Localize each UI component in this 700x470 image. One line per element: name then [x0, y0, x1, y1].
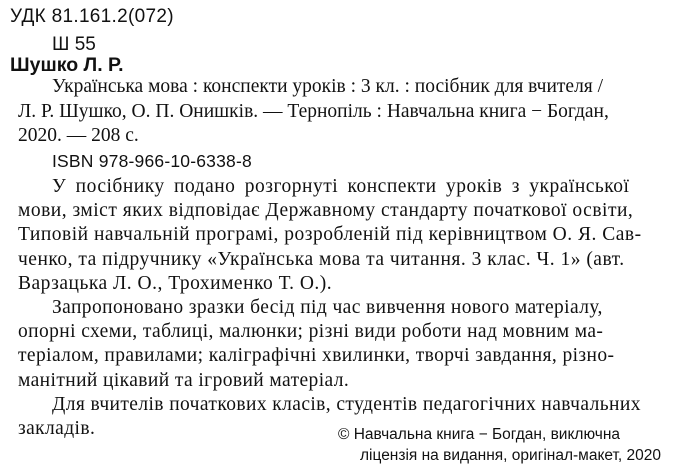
bibliographic-description	[18, 75, 692, 149]
annotation-line: теріалом, правилами; каліграфічні хвилинки, творчі завдання, різно-	[18, 345, 615, 367]
isbn-number: ISBN 978-966-10-6338-8	[52, 151, 252, 171]
annotation-line: закладів.	[18, 418, 96, 440]
annotation	[18, 175, 692, 441]
author-mark: Ш 55	[52, 34, 96, 55]
annotation-line: Запропоновано зразки бесід під час вивчення нового матеріалу,	[52, 297, 603, 319]
annotation-paragraph	[18, 175, 692, 296]
catalog-line: 2020. — 208 с.	[18, 125, 139, 146]
udk-code: УДК 81.161.2(072)	[10, 6, 174, 27]
annotation-line: мови, зміст яких відповідає Державному стандарту початкової освіти,	[18, 200, 634, 222]
author-heading: Шушко Л. Р.	[10, 54, 124, 76]
annotation-line: манітний цікавий та ігровий матеріал.	[18, 369, 350, 391]
annotation-line: ченко, та підручнику «Українська мова та читання. 3 клас. Ч. 1» (авт.	[18, 248, 625, 270]
copyright-line: © Навчальна книга − Богдан, виключна	[338, 426, 620, 443]
catalog-line: Українська мова : конспекти уроків : 3 кл. : посібник для вчителя /	[52, 76, 604, 97]
copyright-line: ліцензія на видання, оригінал-макет, 2020	[360, 447, 661, 464]
annotation-paragraph	[18, 296, 692, 393]
annotation-line: У посібнику подано розгорнуті конспекти уроків з української	[52, 176, 630, 197]
copyright-notice	[338, 424, 661, 466]
annotation-line: Варзацька Л. О., Трохименко Т. О.).	[18, 272, 333, 294]
catalog-line: Л. Р. Шушко, О. П. Онишків. — Тернопіль : Навчальна книга − Богдан,	[18, 100, 609, 122]
annotation-line: Типовій навчальній програмі, розробленій під керівництвом О. Я. Сав-	[18, 224, 642, 246]
annotation-line: опорні схеми, таблиці, малюнки; різні види роботи над мовним ма-	[18, 321, 604, 343]
annotation-line: Для вчителів початкових класів, студентів педагогічних навчальних	[52, 393, 641, 415]
